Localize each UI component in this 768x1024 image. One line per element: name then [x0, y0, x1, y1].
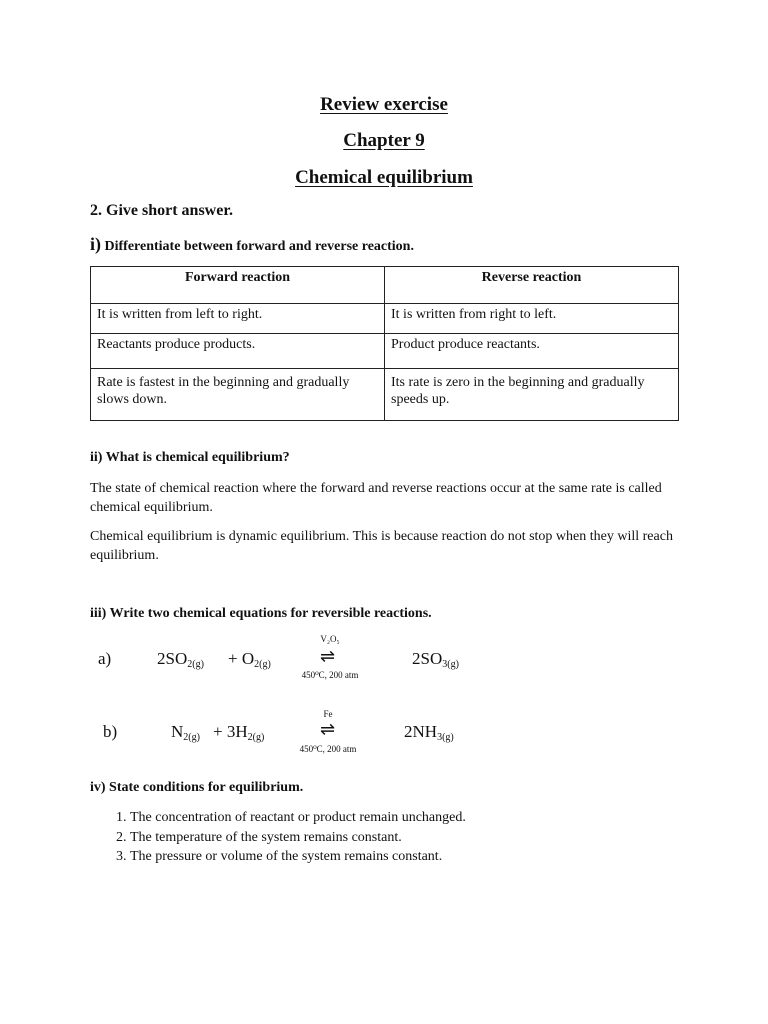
equation-a-reactant-1: $2SO_{2(g)}$ [157, 649, 204, 670]
table-row [91, 304, 679, 334]
table-row [91, 369, 679, 421]
comparison-table [90, 266, 679, 421]
table-cell: It is written from right to left. [385, 304, 679, 334]
equation-a-label: a) [98, 649, 112, 668]
equation-b-conditions: 450⁰C, 200 atm [299, 744, 357, 754]
list-item: 3. The pressure or volume of the system remains constant. [130, 847, 690, 867]
equilibrium-arrow-icon: ⇌ [320, 646, 336, 667]
equation-b-product: $2NH_{3(g)}$ [404, 722, 454, 743]
list-item: 2. The temperature of the system remains constant. [130, 828, 690, 848]
topic-title: Chemical equilibrium [295, 167, 473, 188]
equilibrium-arrow-icon: ⇌ [320, 719, 336, 740]
question-1 [90, 234, 414, 255]
table-header-row [91, 267, 679, 304]
equation-a-product: $2SO_{3(g)}$ [412, 649, 459, 670]
equation-b-reactant-1: $N_{2(g)}$ [171, 722, 200, 743]
table-header-forward: Forward reaction [91, 267, 385, 304]
question-1-number: i) [90, 234, 101, 254]
list-item: 1. The concentration of reactant or product remain unchanged. [130, 808, 690, 828]
equation-a-reactant-2: + $O_{2(g)}$ [228, 649, 271, 670]
question-1-text: Differentiate between forward and reverse reaction. [104, 239, 414, 254]
equation-b-label: b) [103, 722, 118, 741]
chapter-title: Chapter 9 [343, 130, 425, 151]
table-cell: Its rate is zero in the beginning and gradually speeds up. [385, 369, 679, 421]
question-2: ii) What is chemical equilibrium? [90, 450, 290, 465]
equation-b-reactant-2: + $3H_{2(g)}$ [213, 722, 265, 743]
question-4: iv) State conditions for equilibrium. [90, 780, 304, 795]
table-cell: Rate is fastest in the beginning and gradually slows down. [91, 369, 385, 421]
review-title: Review exercise [320, 94, 448, 115]
section-heading: 2. Give short answer. [90, 202, 233, 219]
answer-2-paragraph-1: The state of chemical reaction where the forward and reverse reactions occur at the same rate is called chemical equilibrium. [90, 481, 662, 515]
answer-2-paragraph-2: Chemical equilibrium is dynamic equilibrium. This is because reaction do not stop when they will reach equilibrium. [90, 529, 673, 563]
table-row [91, 334, 679, 369]
table-cell: Reactants produce products. [91, 334, 385, 369]
conditions-list [90, 808, 690, 867]
table-cell: Product produce reactants. [385, 334, 679, 369]
equation-a-catalyst: V₂O₅ [320, 634, 340, 644]
equation-a-conditions: 450⁰C, 200 atm [301, 670, 359, 680]
table-cell: It is written from left to right. [91, 304, 385, 334]
equation-b-catalyst: Fe [323, 709, 333, 719]
question-3: iii) Write two chemical equations for reversible reactions. [90, 606, 432, 621]
table-header-reverse: Reverse reaction [385, 267, 679, 304]
